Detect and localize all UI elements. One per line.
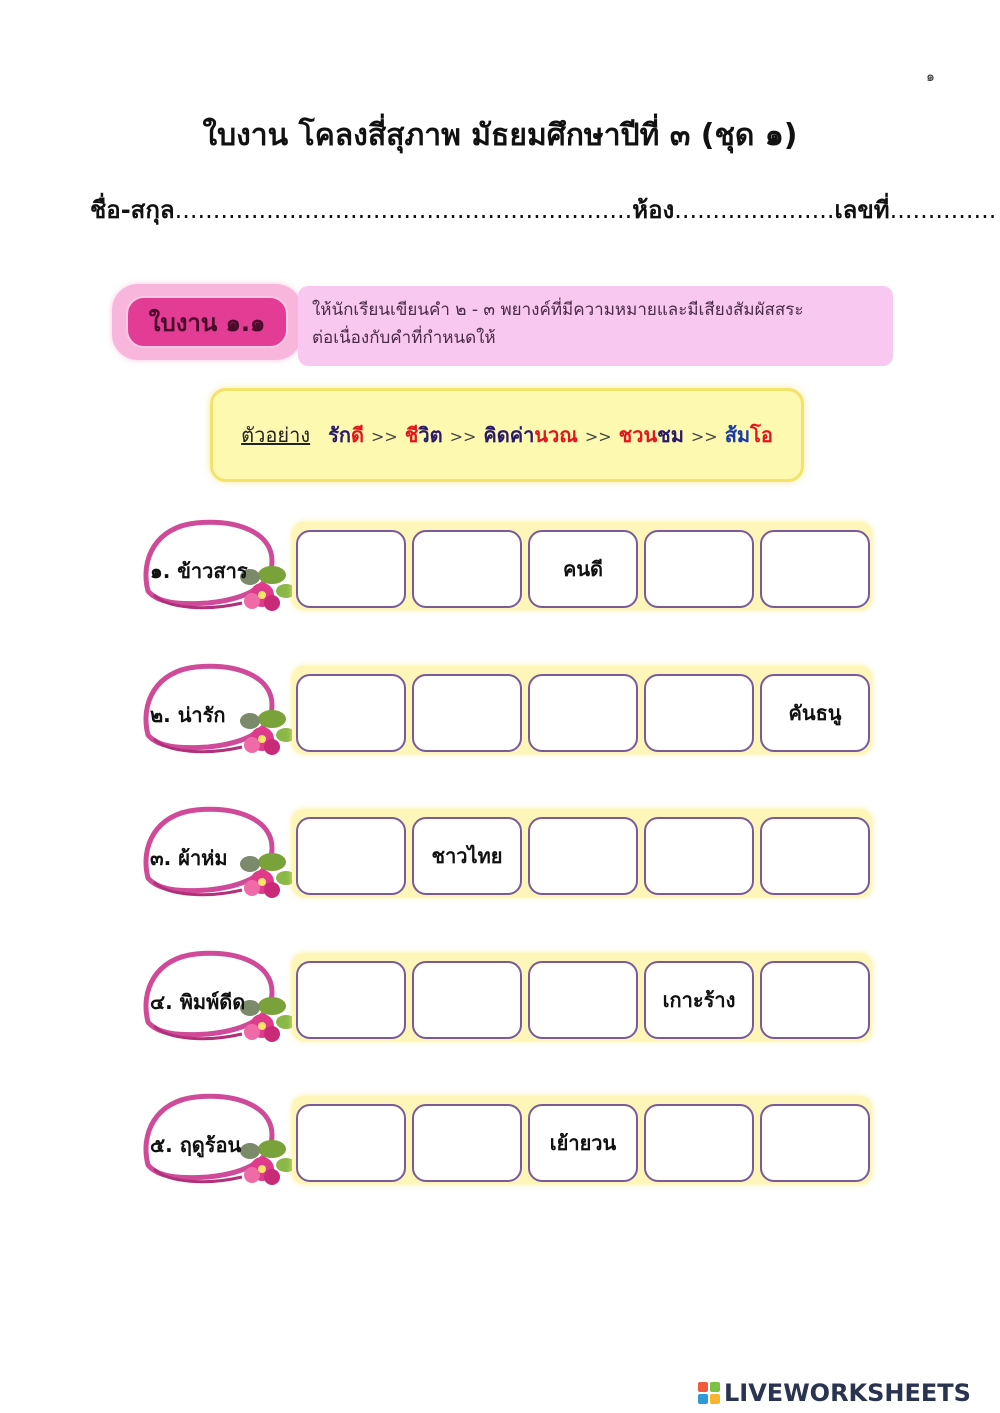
given-word-box: เกาะร้าง [644,961,754,1039]
answer-strip [292,953,872,1041]
answer-box[interactable] [644,1104,754,1182]
example-word-part: ชี [404,423,419,447]
room-label: ห้อง [632,196,675,224]
prompt-word: ๕. ฤดูร้อน [150,1133,242,1157]
exercise-row [138,660,878,760]
answer-box[interactable] [644,817,754,895]
sheet-tag [112,284,302,360]
answer-box[interactable] [296,530,406,608]
example-box [210,388,804,482]
answer-box[interactable] [412,1104,522,1182]
example-words [328,419,773,451]
example-word-part: ส้ม [724,423,751,447]
exercise-row [138,516,878,616]
answer-strip [292,522,872,610]
exercise-row [138,1090,878,1190]
answer-box[interactable] [296,1104,406,1182]
answer-box[interactable] [528,674,638,752]
instructions-box [298,286,893,366]
answer-box[interactable] [644,674,754,752]
prompt-frame [138,806,298,902]
prompt-frame [138,1093,298,1189]
given-word-box: คนดี [528,530,638,608]
example-word-part: ชวน [618,423,658,447]
given-word-box: ชาวไทย [412,817,522,895]
prompt-frame [138,950,298,1046]
answer-box[interactable] [760,817,870,895]
example-word-part: ดี [350,423,364,447]
answer-box[interactable] [760,1104,870,1182]
exercise-row [138,803,878,903]
sheet-tag-inner [126,296,288,348]
number-label: เลขที่ [834,196,890,224]
answer-box[interactable] [412,674,522,752]
prompt-frame [138,519,298,615]
answer-box[interactable] [296,961,406,1039]
number-field[interactable]: .............. [889,196,997,224]
example-word-part: นวณ [534,423,578,447]
example-separator: >> [449,427,477,446]
answer-strip [292,809,872,897]
instructions-line-1: ให้นักเรียนเขียนคำ ๒ - ๓ พยางค์ที่มีความหมายและมีเสียงสัมผัสสระ [312,300,804,320]
example-word-part: ชม [657,423,684,447]
exercise-row [138,947,878,1047]
room-field[interactable]: ..................... [674,196,835,224]
example-word [328,423,364,447]
name-label: ชื่อ-สกุล [90,196,175,224]
answer-box[interactable] [528,817,638,895]
answer-strip [292,666,872,754]
example-separator: >> [370,427,398,446]
example-separator: >> [584,427,612,446]
answer-box[interactable] [412,961,522,1039]
student-info-line [90,190,997,229]
prompt-frame [138,663,298,759]
example-word-part: โอ [750,423,773,447]
worksheet-title: ใบงาน โคลงสี่สุภาพ มัธยมศึกษาปีที่ ๓ (ชุด ๑) [202,118,798,153]
answer-box[interactable] [760,961,870,1039]
given-word-box: เย้ายวน [528,1104,638,1182]
answer-box[interactable] [644,530,754,608]
example-word [483,423,577,447]
answer-box[interactable] [528,961,638,1039]
prompt-word: ๔. พิมพ์ดีด [150,990,246,1014]
example-word [725,423,773,447]
example-word-part: รัก [328,423,351,447]
example-word [619,423,684,447]
answer-box[interactable] [296,674,406,752]
prompt-word: ๑. ข้าวสาร [150,559,248,583]
logo-text: LIVEWORKSHEETS [724,1379,971,1407]
prompt-word: ๓. ผ้าห่ม [150,846,228,870]
instructions-line-2: ต่อเนื่องกับคำที่กำหนดให้ [312,328,496,348]
prompt-word: ๒. น่ารัก [150,703,226,727]
answer-strip [292,1096,872,1184]
given-word-box: คันธนู [760,674,870,752]
example-word [405,423,443,447]
page-number: ๑ [926,69,935,85]
answer-box[interactable] [296,817,406,895]
example-word-part: คิดค่า [483,423,535,447]
example-separator: >> [690,427,718,446]
liveworksheets-logo [698,1378,971,1408]
example-word-part: วิต [418,423,443,447]
answer-box[interactable] [412,530,522,608]
answer-box[interactable] [760,530,870,608]
name-field[interactable]: ............................................................ [174,196,633,224]
sheet-tag-label: ใบงาน ๑.๑ [148,308,266,337]
example-label: ตัวอย่าง [241,423,311,447]
logo-mark-icon [698,1382,720,1404]
